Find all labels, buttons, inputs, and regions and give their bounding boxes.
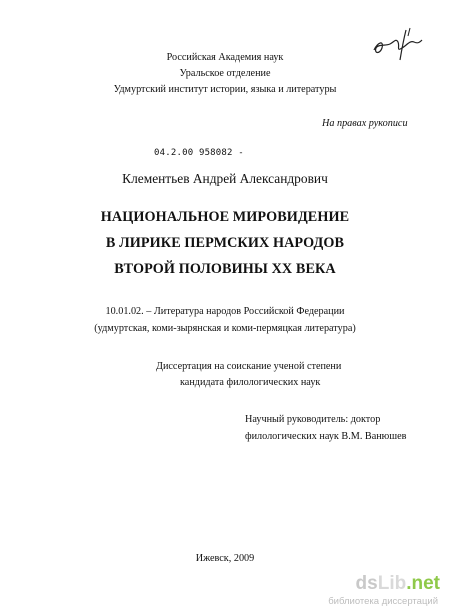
library-stamp: 04.2.00 958082 - <box>154 148 244 158</box>
rights-note: На правах рукописи <box>322 118 408 129</box>
institute-name: Удмуртский институт истории, языка и литературы <box>113 84 337 95</box>
branch-name: Уральское отделение <box>179 68 271 79</box>
academy-name: Российская Академия наук <box>166 52 284 63</box>
city-year: Ижевск, 2009 <box>195 553 255 564</box>
specialty-description: (удмуртская, коми-зырянская и коми-пермяцкая литература) <box>94 323 356 334</box>
watermark-brand-net: .net <box>406 573 440 594</box>
supervisor-line-1: Научный руководитель: доктор <box>245 414 381 425</box>
title-line-2: В ЛИРИКЕ ПЕРМСКИХ НАРОДОВ <box>105 235 345 251</box>
title-line-3: ВТОРОЙ ПОЛОВИНЫ XX ВЕКА <box>114 261 336 277</box>
degree-line-1: Диссертация на соискание ученой степени <box>156 361 342 372</box>
title-line-1: НАЦИОНАЛЬНОЕ МИРОВИДЕНИЕ <box>100 209 350 225</box>
watermark-logo <box>356 573 440 595</box>
watermark-brand-ds: ds <box>355 573 378 594</box>
watermark-tagline: библиотека диссертаций <box>328 596 438 607</box>
author-name: Клементьев Андрей Александрович <box>122 171 328 186</box>
supervisor-line-2: филологических наук В.М. Ванюшев <box>245 431 407 442</box>
watermark-brand-lib: Lib <box>377 573 407 594</box>
dslib-watermark <box>280 573 440 613</box>
degree-line-2: кандидата филологических наук <box>180 377 321 388</box>
specialty-code: 10.01.02. – Литература народов Российской Федерации <box>105 306 345 317</box>
